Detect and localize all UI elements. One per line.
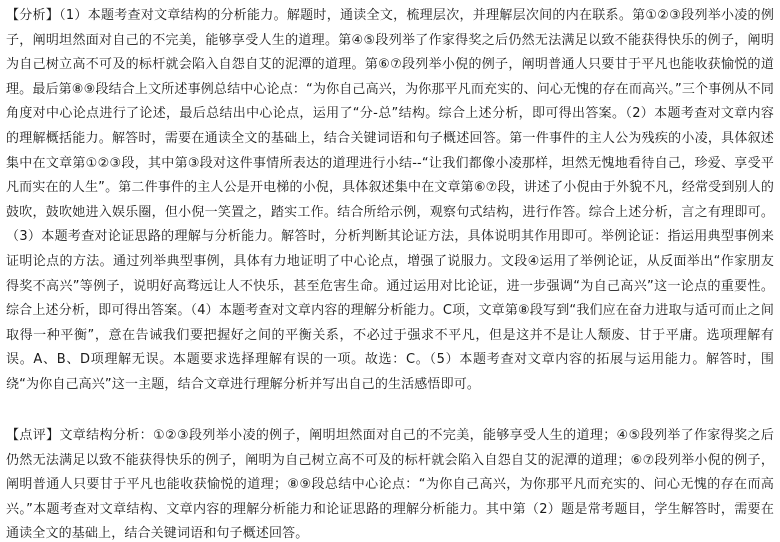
analysis-paragraph: 【分析】（1）本题考查对文章结构的分析能力。解题时，通读全文，梳理层次，并理解层次间的内在联系。第①②③段列举小凌的例子，阐明坦然面对自己的不完美，能够享受人生的道理。第④⑤段列举了作家得奖之后仍然无法满足以致不能获得快乐的例子，阐明为自己树立高不可及的标杆就会陷入自怨自艾的泥潭的道理。第⑥⑦段列举小倪的例子，阐明普通人只要甘于平凡也能收获愉悦的道理。最后第⑧⑨段结合上文所述事例总结中心论点：“为你自己高兴，为你那平凡而充实的、问心无愧的存在而高兴。”三个事例从不同角度对中心论点进行了论述，最后总结出中心论点，运用了“分-总”结构。综合上述分析，即可得出答案。（2）本题考查对文章内容的理解概括能力。解答时，需要在通读全文的基础上，结合关键词语和句子概述回答。第一件事件的主人公为残疾的小凌，具体叙述集中在文章第①②③段，其中第③段对这件事情所表达的道理进行小结--“让我们都像小凌那样，坦然无愧地看待自己，珍爱、享受平凡而实在的人生”。第二件事件的主人公是开电梯的小倪，具体叙述集中在文章第⑥⑦段，讲述了小倪由于外貌不凡，经常受到别人的鼓吹，鼓吹她进入娱乐圈，但小倪一笑置之，踏实工作。结合所给示例，观察句式结构，进行作答。综合上述分析，言之有理即可。（3）本题考查对论证思路的理解与分析能力。解答时，分析判断其论证方法，具体说明其作用即可。举例论证：指运用典型事例来证明论点的方法。通过列举典型事例，具体有力地证明了中心论点，增强了说服力。文段④运用了举例论证，从反面举出“作家朋友得奖不高兴”等例子，说明好高骛远让人不快乐，甚至危害生命。通过运用对比论证，进一步强调“为自己高兴”这一论点的重要性。综合上述分析，即可得出答案。（4）本题考查对文章内容的理解分析能力。C项，文章第⑧段写到“我们应在奋力进取与适可而止之间取得一种平衡”，意在告诫我们要把握好之间的平衡关系，不必过于强求不平凡，但是这并不是让人颓废、甘于平庸。选项理解有误。A、B、D项理解无误。本题要求选择理解有误的一项。故选：C。（5）本题考查对文章内容的拓展与运用能力。解答时，围绕“为你自己高兴”这一主题，结合文章进行理解分析并写出自己的生活感悟即可。 (6, 8, 774, 392)
comment-paragraph: 【点评】文章结构分析：①②③段列举小凌的例子，阐明坦然面对自己的不完美，能够享受人生的道理；④⑤段列举了作家得奖之后仍然无法满足以致不能获得快乐的例子，阐明为自己树立高不可及的标杆就会陷入自怨自艾的泥潭的道理；⑥⑦段列举小倪的例子，阐明普通人只要甘于平凡也能收获愉悦的道理；⑧⑨段总结中心论点：“为你自己高兴，为你那平凡而充实的、问心无愧的存在而高兴。”本题考查对文章结构、文章内容的理解分析能力和论证思路的理解分析能力。其中第（2）题是常考题目，学生解答时，需要在通读全文的基础上，结合关键词语和句子概述回答。 (6, 428, 774, 542)
